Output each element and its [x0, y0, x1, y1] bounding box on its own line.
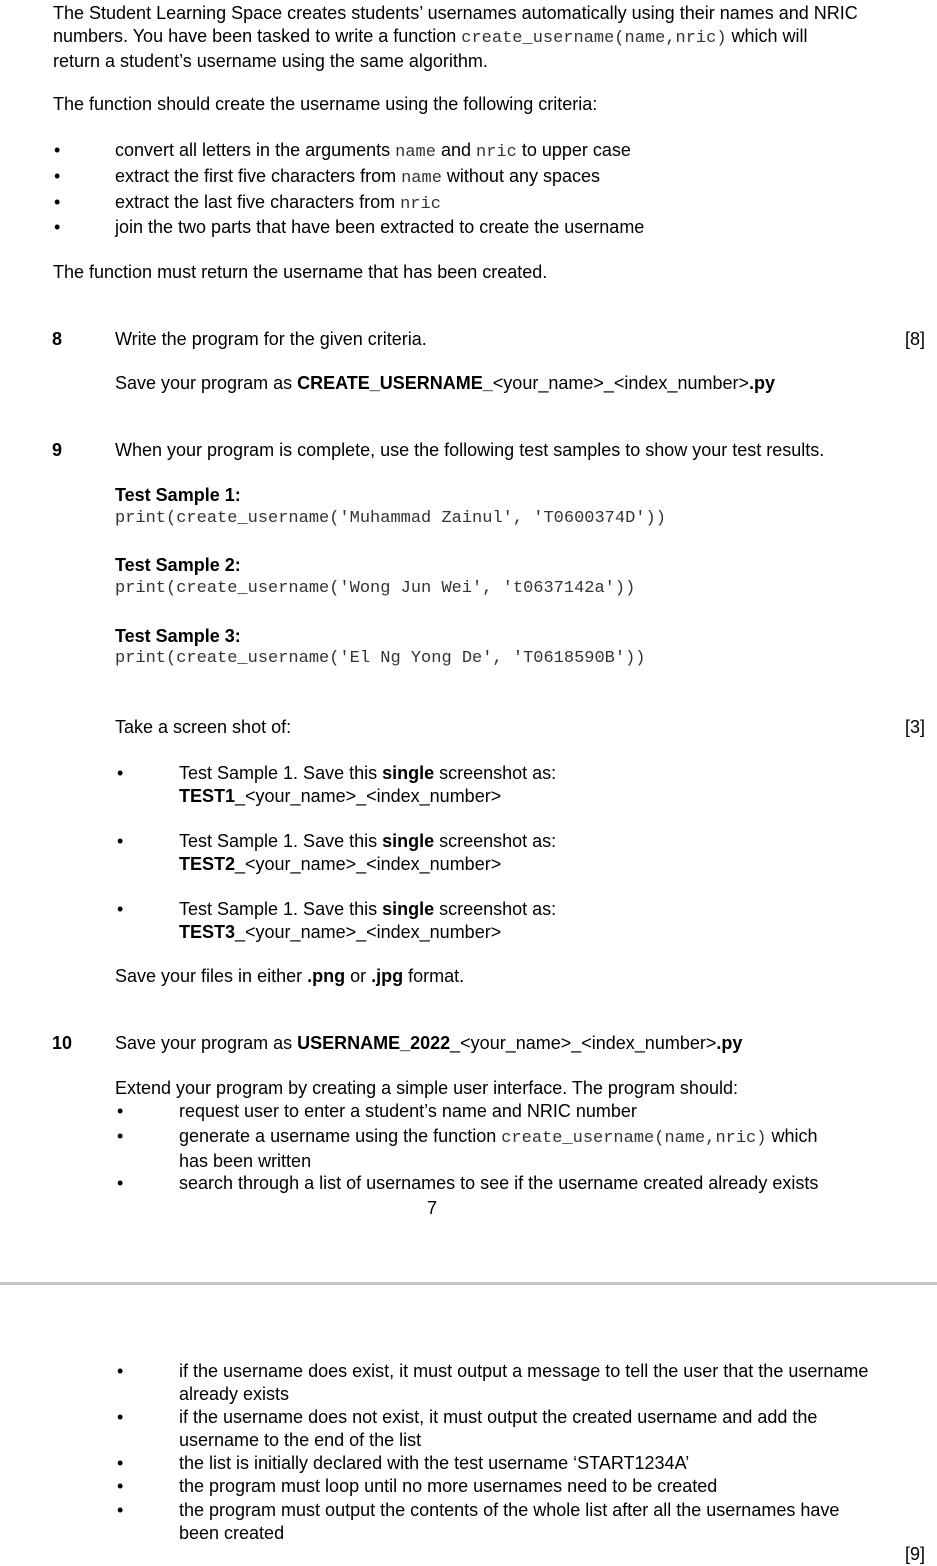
bullet-icon: • [117, 1500, 124, 1520]
sample-label: Test Sample 2: [115, 555, 241, 575]
format-instruction: Save your files in either .png or .jpg format. [115, 966, 465, 986]
list-item: join the two parts that have been extracted to create the username [115, 217, 645, 237]
intro-line: The Student Learning Space creates students’ usernames automatically using their names and NRIC [53, 3, 858, 23]
bullet-icon: • [117, 1476, 124, 1496]
bullet-icon: • [54, 192, 61, 212]
list-item: convert all letters in the arguments name and nric to upper case [115, 140, 631, 162]
list-item: generate a username using the function create_username(name,nric) which has been written [179, 1126, 818, 1171]
bullet-icon: • [117, 1453, 124, 1473]
page-number: 7 [427, 1198, 438, 1218]
marks: [3] [904, 717, 925, 737]
list-item: extract the first five characters from name without any spaces [115, 166, 600, 188]
sample-code: print(create_username('Wong Jun Wei', 't0637142a')) [115, 579, 636, 598]
question-text: Write the program for the given criteria. [115, 329, 427, 349]
list-item: if the username does not exist, it must output the created username and add the username to the end of the list [179, 1407, 818, 1450]
bullet-icon: • [117, 763, 124, 783]
question-number: 9 [52, 440, 63, 460]
extend-instruction: Extend your program by creating a simple user interface. The program should: [115, 1078, 738, 1098]
sample-code: print(create_username('El Ng Yong De', 'T0618590B')) [115, 649, 646, 668]
sample-code: print(create_username('Muhammad Zainul', 'T0600374D')) [115, 509, 666, 528]
return-note: The function must return the username that has been created. [53, 262, 548, 282]
list-item: the program must output the contents of the whole list after all the usernames have been created [179, 1500, 840, 1543]
marks: [8] [904, 329, 925, 349]
criteria-lead: The function should create the username using the following criteria: [53, 94, 598, 114]
sample-label: Test Sample 1: [115, 485, 241, 505]
question-number: 10 [52, 1033, 73, 1053]
list-item: extract the last five characters from nric [115, 192, 441, 214]
list-item: the program must loop until no more usernames need to be created [179, 1476, 718, 1496]
intro-line: return a student’s username using the same algorithm. [53, 51, 488, 71]
bullet-icon: • [117, 899, 124, 919]
list-item: if the username does exist, it must output a message to tell the user that the username already exists [179, 1361, 869, 1404]
list-item: Test Sample 1. Save this single screenshot as: TEST2_<your_name>_<index_number> [179, 831, 557, 874]
intro-line: numbers. You have been tasked to write a function create_username(name,nric) which will [53, 26, 808, 48]
question-number: 8 [52, 329, 63, 349]
list-item: the list is initially declared with the test username ‘START1234A’ [179, 1453, 690, 1473]
list-item: Test Sample 1. Save this single screenshot as: TEST3_<your_name>_<index_number> [179, 899, 557, 942]
page-divider [0, 1282, 937, 1285]
bullet-icon: • [54, 166, 61, 186]
question-text: When your program is complete, use the following test samples to show your test results. [115, 440, 825, 460]
bullet-icon: • [54, 140, 61, 160]
screenshot-instruction: Take a screen shot of: [115, 717, 292, 737]
bullet-icon: • [117, 1101, 124, 1121]
list-item: Test Sample 1. Save this single screenshot as: TEST1_<your_name>_<index_number> [179, 763, 557, 806]
bullet-icon: • [117, 1173, 124, 1193]
list-item: search through a list of usernames to see if the username created already exists [179, 1173, 819, 1193]
marks: [9] [904, 1544, 925, 1564]
bullet-icon: • [117, 1361, 124, 1381]
bullet-icon: • [117, 1126, 124, 1146]
save-instruction: Save your program as USERNAME_2022_<your_name>_<index_number>.py [115, 1033, 743, 1053]
function-signature: create_username(name,nric) [461, 29, 727, 48]
sample-label: Test Sample 3: [115, 626, 241, 646]
intro-paragraph [53, 2, 933, 73]
list-item: request user to enter a student’s name and NRIC number [179, 1101, 637, 1121]
bullet-icon: • [117, 1407, 124, 1427]
save-instruction: Save your program as CREATE_USERNAME_<your_name>_<index_number>.py [115, 373, 775, 393]
bullet-icon: • [54, 217, 61, 237]
bullet-icon: • [117, 831, 124, 851]
